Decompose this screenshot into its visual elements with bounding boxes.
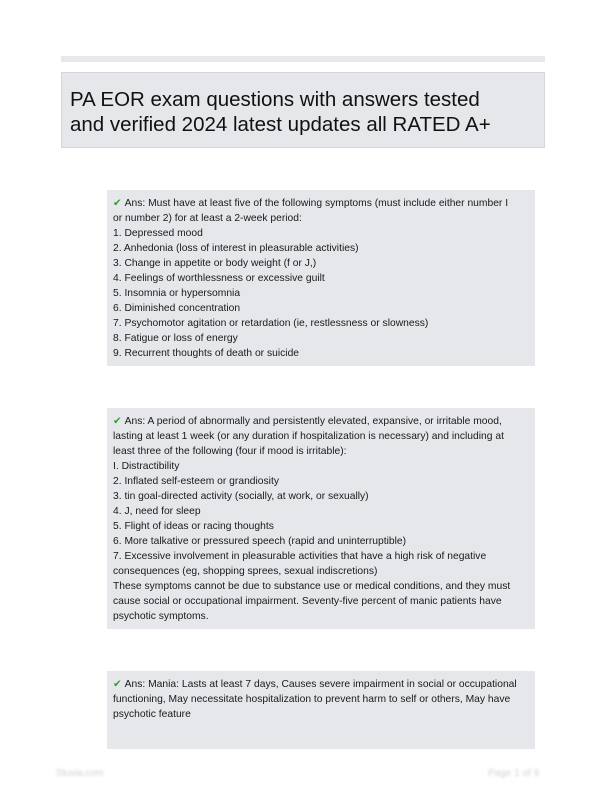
answer-line: 8. Fatigue or loss of energy [113,333,238,344]
answer-line: psychotic feature [113,709,191,720]
answer-line: lasting at least 1 week (or any duration if hospitalization is necessary) and including at [113,431,504,442]
answer-text: Ans: A period of abnormally and persistently elevated, expansive, or irritable mood, [124,416,502,427]
answer-line: 3. Change in appetite or body weight (f or J,) [113,258,317,269]
document-title-line-1: PA EOR exam questions with answers tested [70,88,480,111]
answer-line: 1. Depressed mood [113,228,203,239]
answer-line: least three of the following (four if mood is irritable): [113,446,347,457]
answer-card-mania-summary [107,671,535,749]
document-title-line-2: and verified 2024 latest updates all RATED A+ [70,113,491,136]
checkmark-icon: ✔ [113,679,122,690]
answer-line: 4. J, need for sleep [113,506,201,517]
answer-line [113,196,529,211]
answer-line: 6. More talkative or pressured speech (rapid and uninterruptible) [113,536,407,547]
answer-line [113,677,529,692]
answer-line: consequences (eg, shopping sprees, sexual indiscretions) [113,566,378,577]
answer-line: 7. Psychomotor agitation or retardation (ie, restlessness or slowness) [113,318,429,329]
answer-line: 7. Excessive involvement in pleasurable activities that have a high risk of negative [113,551,487,562]
answer-card-depression [107,190,535,366]
answer-line: or number 2) for at least a 2-week period: [113,213,302,224]
checkmark-icon: ✔ [113,416,122,427]
answer-line: psychotic symptoms. [113,611,209,622]
answer-line: 9. Recurrent thoughts of death or suicide [113,348,300,359]
answer-line: 6. Diminished concentration [113,303,241,314]
answer-line: 3. tin goal-directed activity (socially, at work, or sexually) [113,491,369,502]
answer-text: Ans: Mania: Lasts at least 7 days, Causes severe impairment in social or occupational [124,679,517,690]
answer-line: functioning, May necessitate hospitalization to prevent harm to self or others, May have [113,694,511,705]
footer-site-watermark: Stuvia.com [56,768,104,778]
answer-text: Ans: Must have at least five of the following symptoms (must include either number I [124,198,509,209]
footer-page-number: Page 1 of 9 [488,768,540,778]
answer-line: 5. Flight of ideas or racing thoughts [113,521,274,532]
answer-card-mania-criteria [107,408,535,629]
top-divider [61,56,545,62]
answer-line [113,414,529,429]
answer-line: I. Distractibility [113,461,180,472]
answer-line: 4. Feelings of worthlessness or excessive guilt [113,273,325,284]
answer-line: 2. Anhedonia (loss of interest in pleasurable activities) [113,243,359,254]
document-title-box [61,72,545,148]
answer-line: 5. Insomnia or hypersomnia [113,288,241,299]
answer-line: These symptoms cannot be due to substance use or medical conditions, and they must [113,581,511,592]
answer-line: 2. Inflated self-esteem or grandiosity [113,476,279,487]
checkmark-icon: ✔ [113,198,122,209]
answer-line: cause social or occupational impairment. Seventy-five percent of manic patients have [113,596,502,607]
